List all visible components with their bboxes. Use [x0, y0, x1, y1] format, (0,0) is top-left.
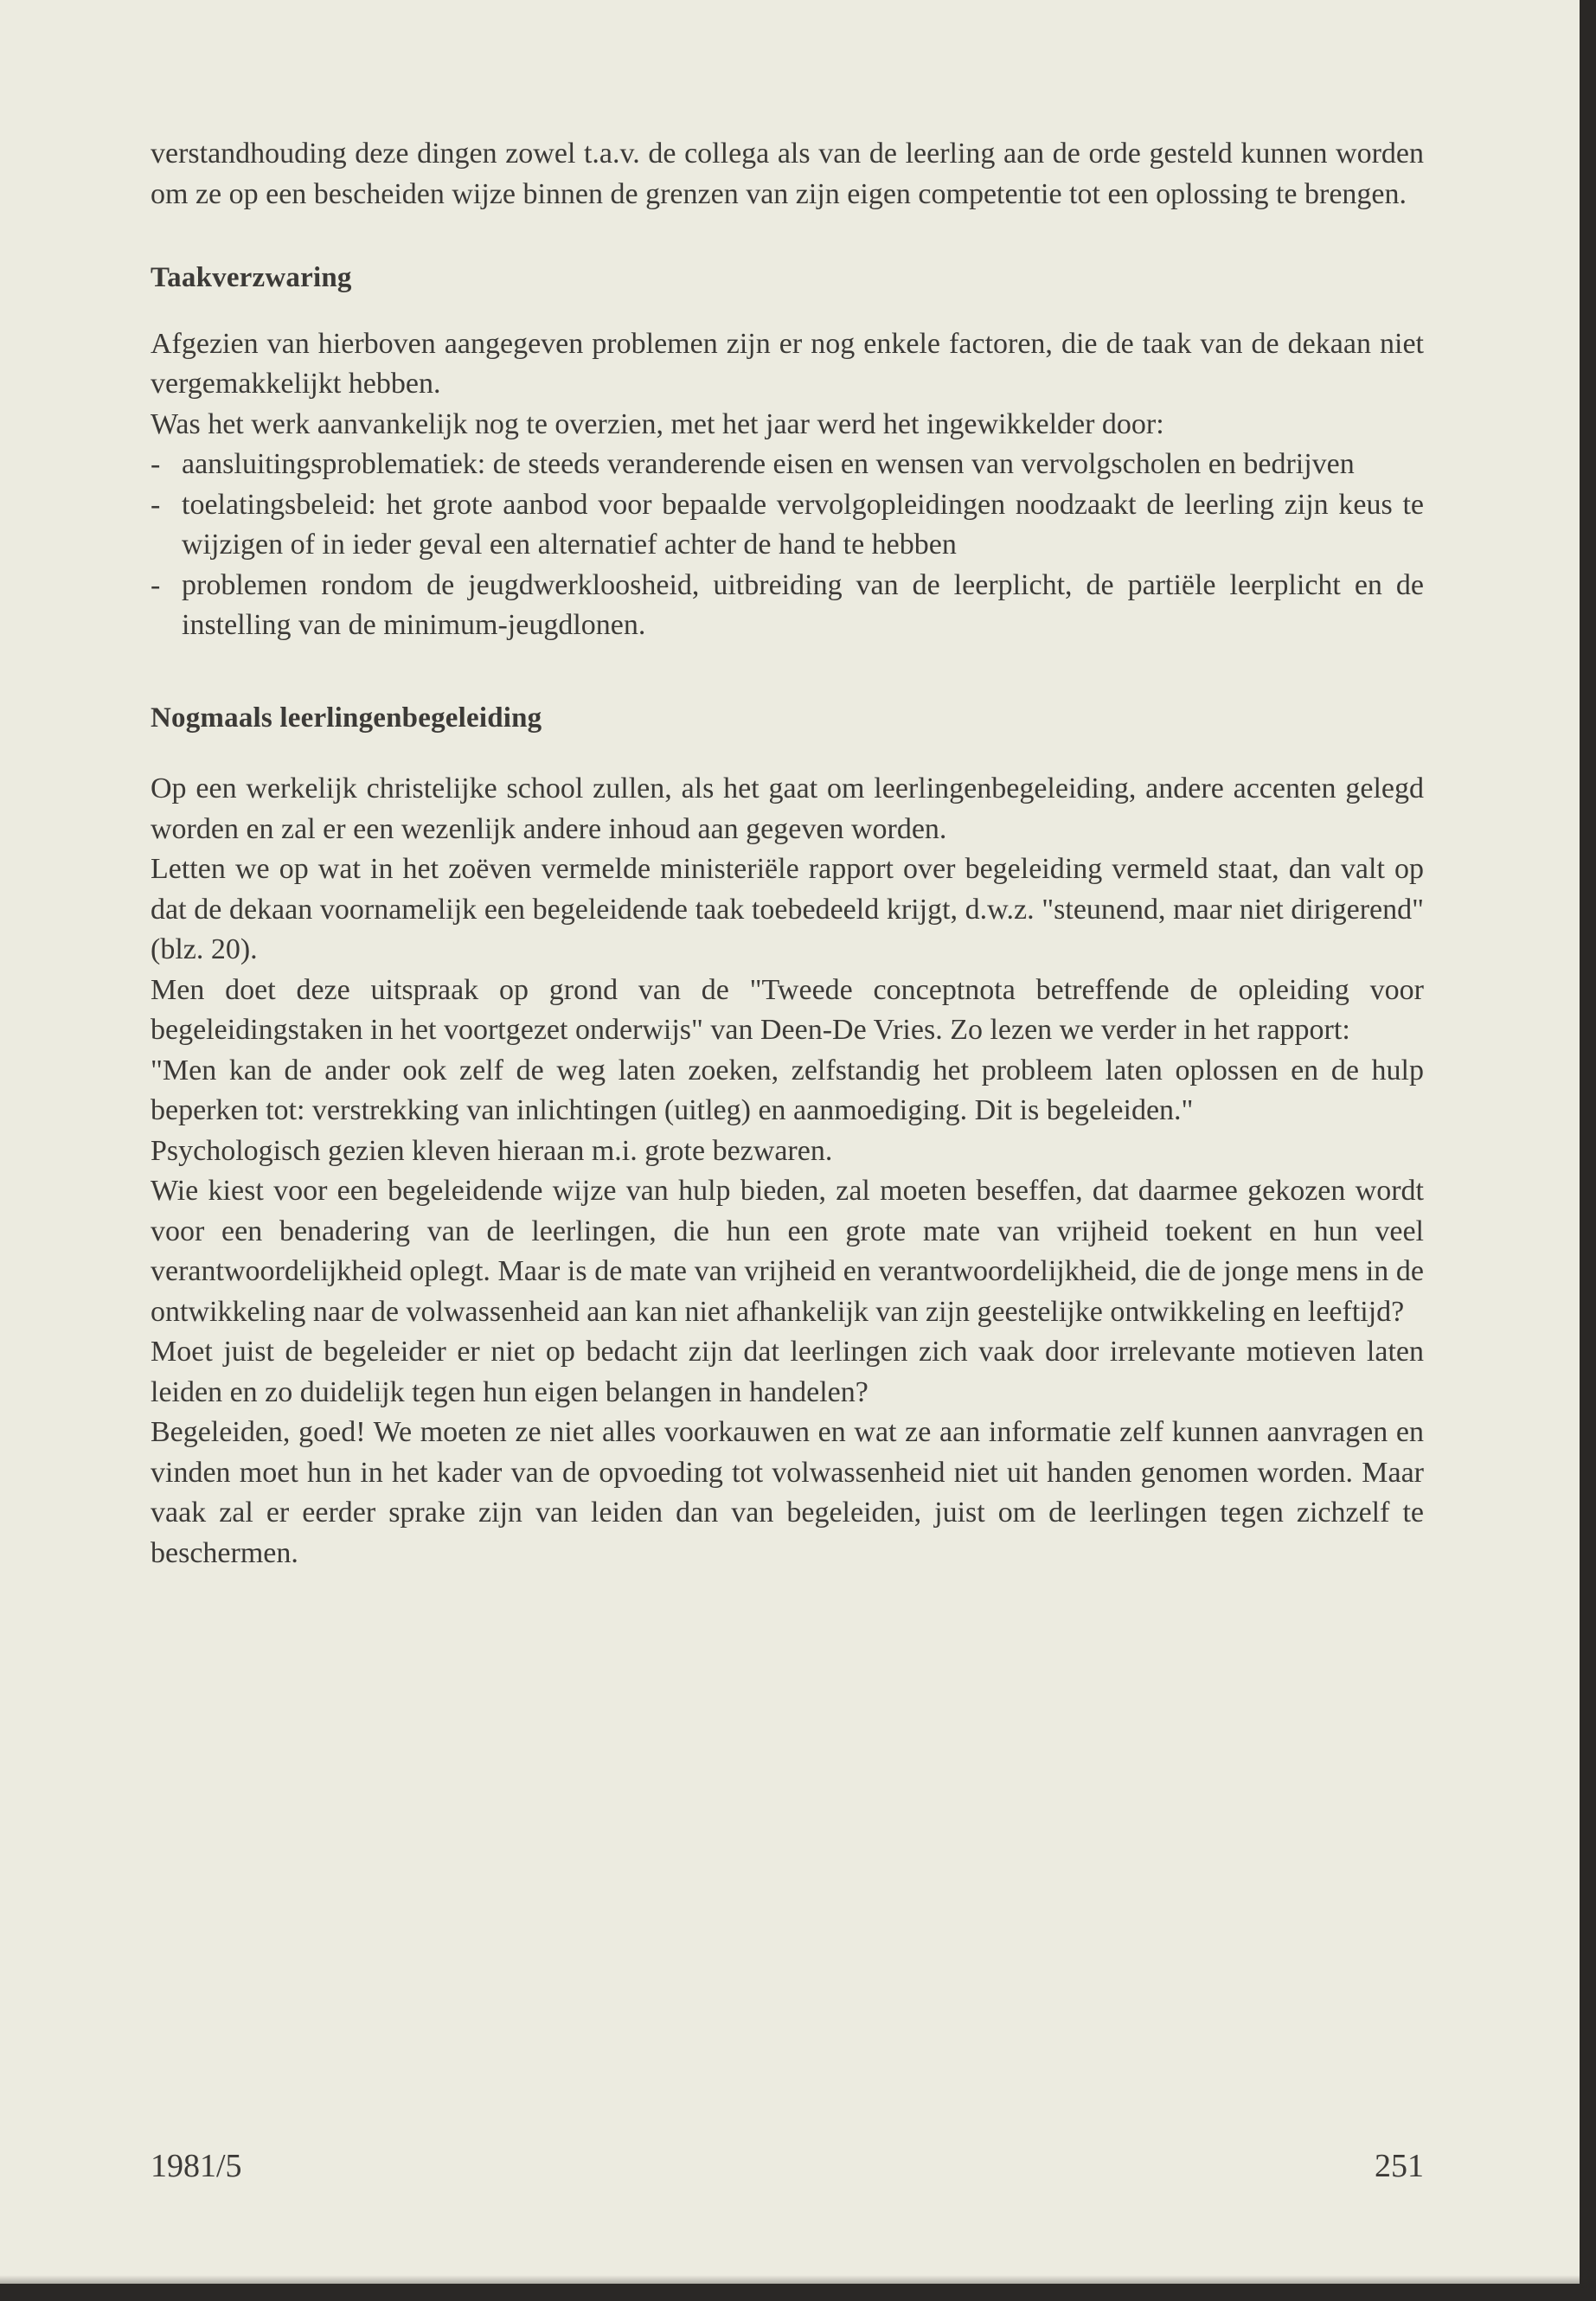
- list-item: - problemen rondom de jeugdwerkloosheid, uitbreiding van de leerplicht, de partiële leerplicht en de instelling van de minimum-jeugdlonen.: [151, 566, 1424, 646]
- issue-number: 1981/5: [151, 2148, 242, 2184]
- factor-list: [151, 445, 1424, 646]
- list-item: - toelatingsbeleid: het grote aanbod voor bepaalde vervolgopleidingen noodzaakt de leerling zijn keus te wijzigen of in ieder geval een alternatief achter de hand te hebben: [151, 485, 1424, 566]
- section-heading-taakverzwaring: Taakverzwaring: [151, 262, 352, 293]
- paragraph: Letten we op wat in het zoëven vermelde ministeriële rapport over begeleiding vermeld staat, dan valt op dat de dekaan voornamelijk een begeleidende taak toebedeeld krijgt, d.w.z. "steunend, maar niet dirigerend" (blz. 20).: [151, 853, 1424, 965]
- page-footer: [151, 2147, 1424, 2185]
- page-number: 251: [1375, 2148, 1424, 2184]
- paragraph: Op een werkelijk christelijke school zullen, als het gaat om leerlingenbegeleiding, andere accenten gelegd worden en zal er een wezenlijk andere inhoud aan gegeven worden.: [151, 772, 1424, 845]
- page-content: [151, 134, 1424, 1574]
- paragraph: Was het werk aanvankelijk nog te overzien, met het jaar werd het ingewikkelder door:: [151, 407, 1164, 440]
- paragraph: Men doet deze uitspraak op grond van de "Tweede conceptnota betreffende de opleiding voor begeleidingstaken in het voortgezet onderwijs" van Deen-De Vries. Zo lezen we verder in het rapport:: [151, 973, 1424, 1046]
- quote-paragraph: "Men kan de ander ook zelf de weg laten zoeken, zelfstandig het probleem laten oplossen en de hulp beperken tot: verstrekking van inlichtingen (uitleg) en aanmoediging. Dit is begeleiden.": [151, 1054, 1424, 1126]
- paragraph: Begeleiden, goed! We moeten ze niet alles voorkauwen en wat ze aan informatie zelf kunnen aanvragen en vinden moet hun in het kader van de opvoeding tot volwassenheid niet uit handen genomen worden. Maar vaak zal er eerder sprake zijn van leiden dan van begeleiden, juist om de leerlingen tegen zichzelf te beschermen.: [151, 1416, 1424, 1569]
- paragraph: Psychologisch gezien kleven hieraan m.i. grote bezwaren.: [151, 1134, 833, 1167]
- list-item: - aansluitingsproblematiek: de steeds veranderende eisen en wensen van vervolgscholen en bedrijven: [151, 445, 1424, 485]
- paragraph: Afgezien van hierboven aangegeven problemen zijn er nog enkele factoren, die de taak van de dekaan niet vergemakkelijkt hebben.: [151, 327, 1424, 400]
- paragraph: Moet juist de begeleider er niet op bedacht zijn dat leerlingen zich vaak door irrelevante motieven laten leiden en zo duidelijk tegen hun eigen belangen in handelen?: [151, 1336, 1424, 1408]
- section-heading-leerlingenbegeleiding: Nogmaals leerlingenbegeleiding: [151, 702, 542, 734]
- intro-paragraph: verstandhouding deze dingen zowel t.a.v. de collega als van de leerling aan de orde gesteld kunnen worden om ze op een bescheiden wijze binnen de grenzen van zijn eigen competentie tot een oplossing te brengen.: [151, 138, 1424, 210]
- paragraph: Wie kiest voor een begeleidende wijze van hulp bieden, zal moeten beseffen, dat daarmee gekozen wordt voor een benadering van de leerlingen, die hun een grote mate van vrijheid toekent en hun veel verantwoordelijkheid oplegt. Maar is de mate van vrijheid en verantwoordelijkheid, die de jonge mens in de ontwikkeling naar de volwassenheid aan kan niet afhankelijk van zijn geestelijke ontwikkeling en leeftijd?: [151, 1175, 1424, 1328]
